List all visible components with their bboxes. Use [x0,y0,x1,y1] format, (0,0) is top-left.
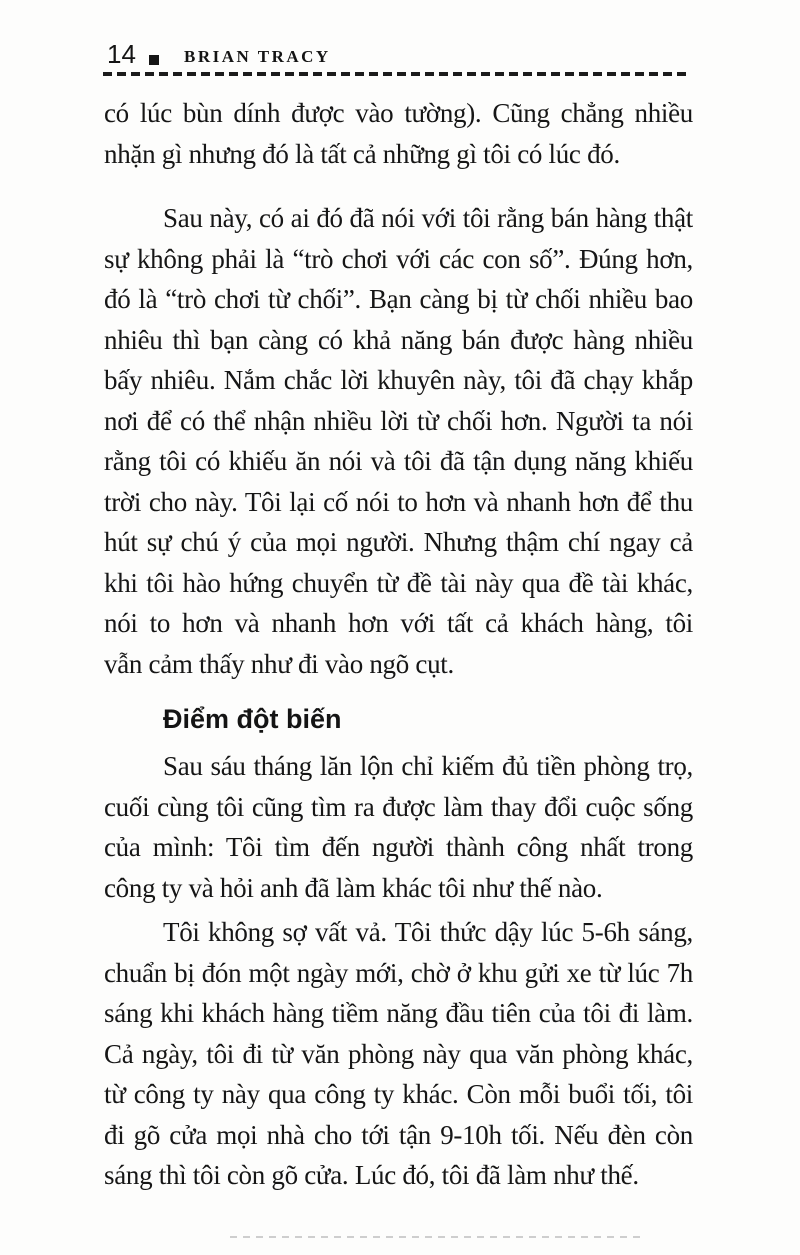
text-line: bấy nhiêu. Nắm chắc lời khuyên này, tôi đã chạy khắp [104,365,693,395]
text-line: trời cho này. Tôi lại cố nói to hơn và nhanh hơn để thu [104,486,693,517]
text-line: của mình: Tôi tìm đến người thành công nhất trong [104,832,693,862]
paragraph [104,198,693,684]
text-line: khi tôi hào hứng chuyển từ đề tài này qua đề tài khác, [104,567,693,598]
paragraph [104,746,693,908]
text-line: có lúc bùn dính được vào tường). Cũng chẳng nhiều [104,98,693,128]
square-bullet-icon [149,55,159,65]
text-line: hút sự chú ý của mọi người. Nhưng thậm chí ngay cả [104,527,693,557]
text-line: cuối cùng tôi cũng tìm ra được làm thay đổi cuộc sống [104,791,693,822]
paragraph [104,93,693,174]
page-content [104,93,693,1196]
text-line: Sau này, có ai đó đã nói với tôi rằng bán hàng thật [163,203,693,233]
text-line: sáng thì tôi còn gõ cửa. Lúc đó, tôi đã làm như thế. [104,1160,639,1190]
text-line: Tôi không sợ vất vả. Tôi thức dậy lúc 5-6h sáng, [163,917,693,947]
bottom-faint-separator [230,1236,642,1238]
section-heading: Điểm đột biến [163,704,342,734]
text-line: nhiêu thì bạn càng có khả năng bán được hàng nhiều [104,324,693,355]
page-number: 14 [107,39,136,69]
text-line: đó là “trò chơi từ chối”. Bạn càng bị từ chối nhiều bao [104,284,693,314]
text-line: sự không phải là “trò chơi với các con số”. Đúng hơn, [104,243,693,274]
text-line: sáng khi khách hàng tiềm năng đầu tiên của tôi đi làm. [104,998,693,1028]
text-line: vẫn cảm thấy như đi vào ngõ cụt. [104,648,454,679]
text-line: nơi để có thể nhận nhiều lời từ chối hơn. Người ta nói [104,405,693,436]
text-line: Cả ngày, tôi đi từ văn phòng này qua văn phòng khác, [104,1038,693,1069]
running-header-author: BRIAN TRACY [184,47,331,66]
text-line: chuẩn bị đón một ngày mới, chờ ở khu gửi xe từ lúc 7h [104,957,693,988]
paragraph [104,912,693,1196]
text-line: đi gõ cửa mọi nhà cho tới tận 9-10h tối. Nếu đèn còn [104,1119,693,1150]
text-line: Sau sáu tháng lăn lộn chỉ kiếm đủ tiền phòng trọ, [163,751,693,781]
text-line: từ công ty này qua công ty khác. Còn mỗi buổi tối, tôi [104,1079,693,1109]
header-dashed-rule [103,72,691,76]
text-line: rằng tôi có khiếu ăn nói và tôi đã tận dụng năng khiếu [104,446,693,476]
text-line: công ty và hỏi anh đã làm khác tôi như thế nào. [104,872,603,903]
text-line: nhặn gì nhưng đó là tất cả những gì tôi có lúc đó. [104,138,620,169]
text-line: nói to hơn và nhanh hơn với tất cả khách hàng, tôi [104,608,693,638]
